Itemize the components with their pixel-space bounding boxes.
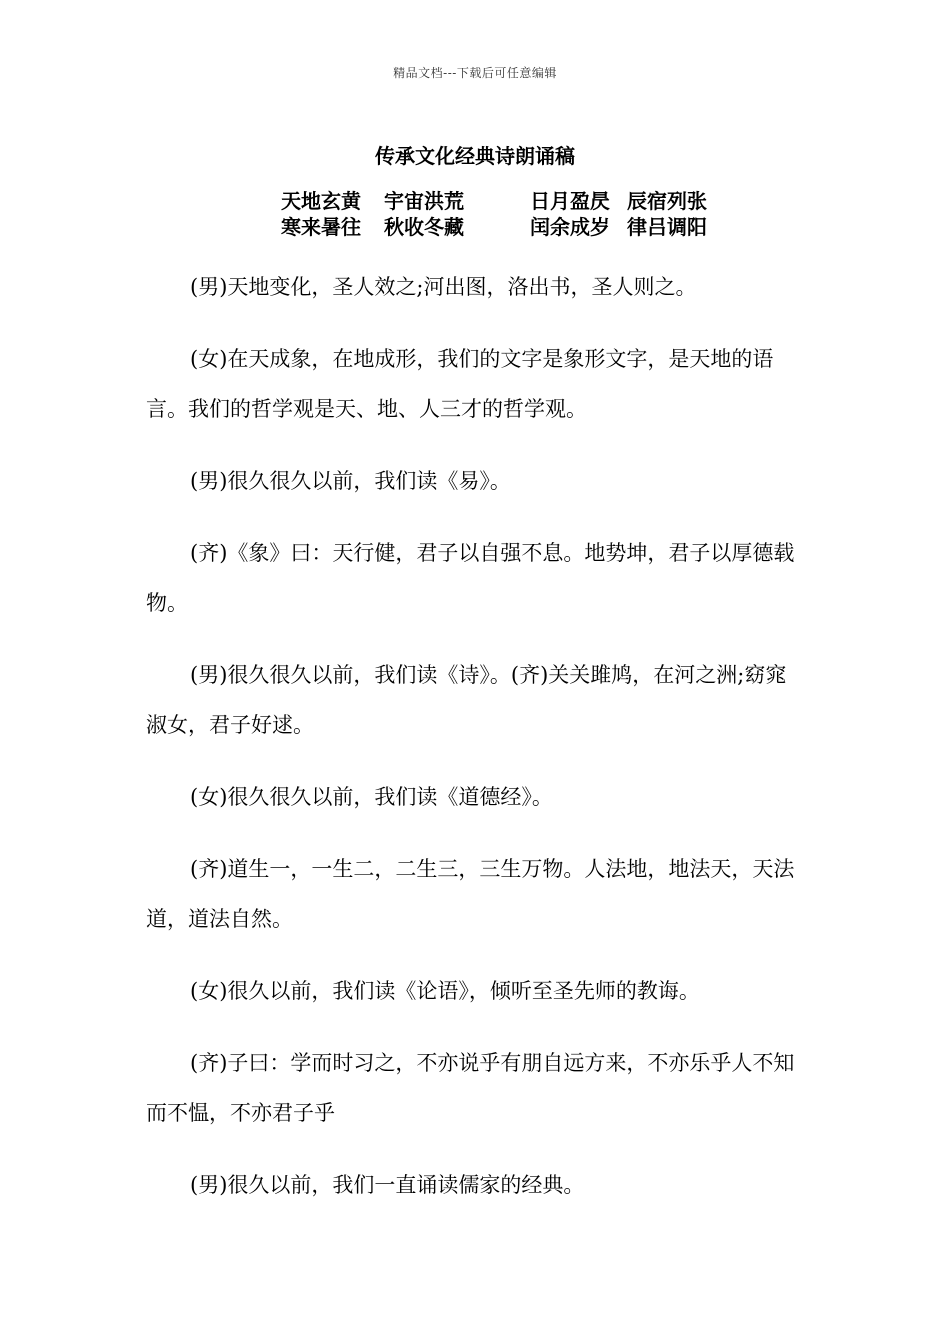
paragraph: (齐)道生一，一生二，二生三，三生万物。人法地，地法天，天法道，道法自然。 [146,857,795,931]
verse-phrase: 律吕调阳 [627,215,707,239]
header-note: 精品文档---下载后可任意编辑 [393,66,557,80]
paragraph: (男)天地变化，圣人效之;河出图，洛出书，圣人则之。 [190,275,697,299]
paragraph: (男)很久很久以前，我们读《易》。 [190,469,511,493]
paragraph: (女)很久以前，我们读《论语》，倾听至圣先师的教诲。 [190,979,700,1003]
paragraph: (男)很久以前，我们一直诵读儒家的经典。 [190,1173,585,1197]
paragraph: (男)很久很久以前，我们读《诗》。(齐)关关雎鸠，在河之洲;窈窕淑女，君子好逑。 [146,663,787,737]
paragraph: (女)很久很久以前，我们读《道德经》。 [190,785,553,809]
paragraph: (女)在天成象，在地成形，我们的文字是象形文字，是天地的语言。我们的哲学观是天、地、人三才的哲学观。 [146,347,774,421]
paragraph: (齐)子曰：学而时习之，不亦说乎有朋自远方来，不亦乐乎人不知而不愠，不亦君子乎 [146,1051,795,1125]
verse-phrase: 寒来暑往 [281,215,361,239]
verse-phrase: 宇宙洪荒 [384,189,464,213]
verse-phrase: 天地玄黄 [281,189,361,213]
verse-phrase: 秋收冬藏 [384,215,464,239]
paragraph: (齐)《象》曰：天行健，君子以自强不息。地势坤，君子以厚德载物。 [146,541,795,615]
verse-phrase: 辰宿列张 [627,189,707,213]
verse-phrase: 日月盈昃 [530,189,610,213]
verse-phrase: 闰余成岁 [530,215,610,239]
document-title: 传承文化经典诗朗诵稿 [375,144,575,168]
